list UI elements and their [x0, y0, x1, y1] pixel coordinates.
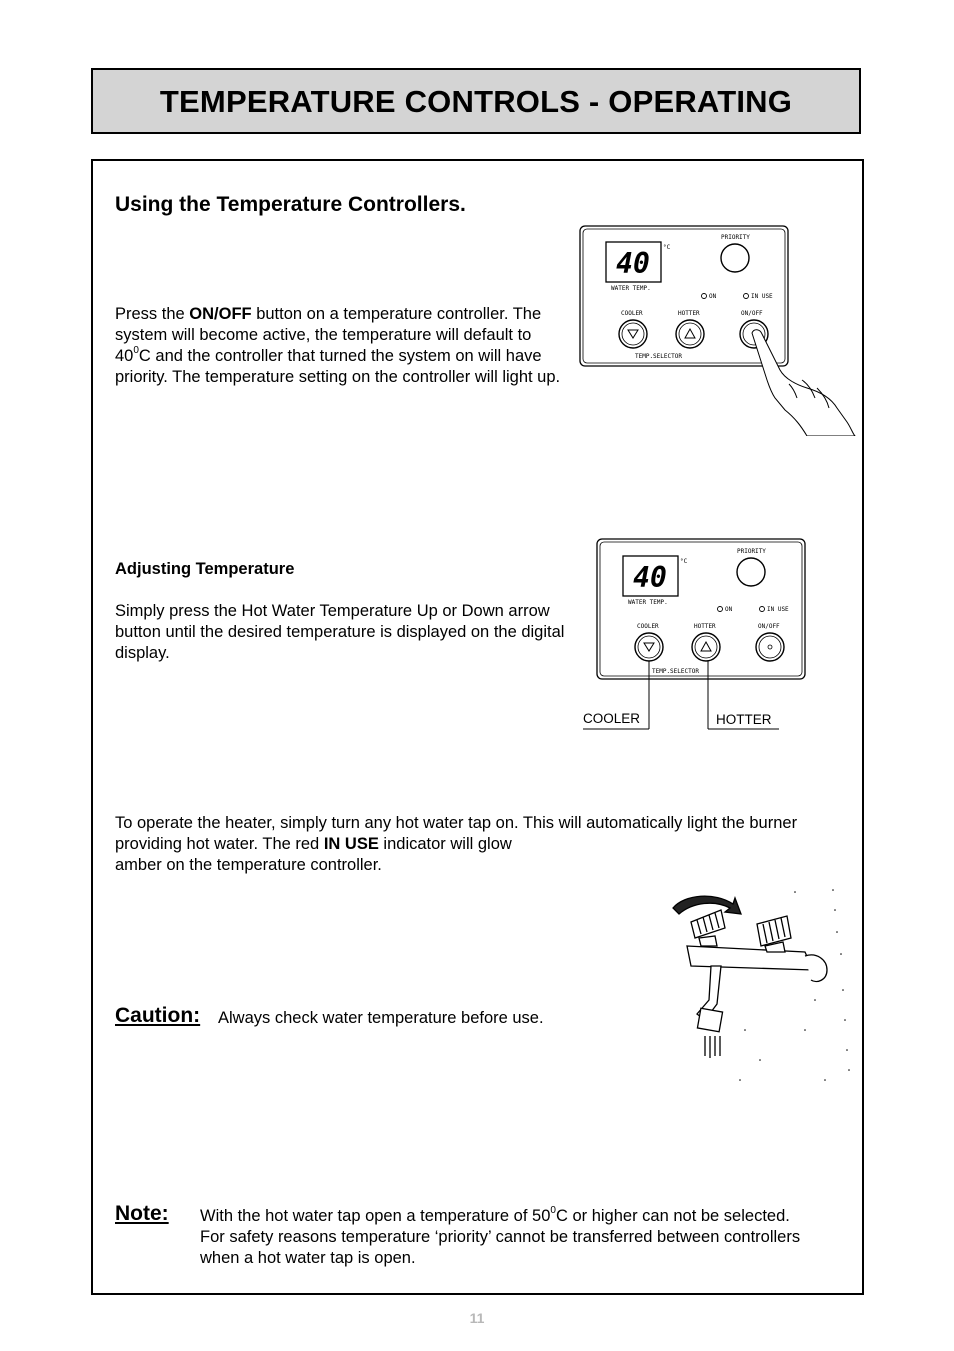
cooler-label: COOLER	[637, 623, 659, 630]
section-paragraph-operate	[115, 813, 835, 876]
text-run: C and the controller that turned the system on will have priority. The temperature setting on the controller will light up.	[115, 347, 561, 386]
hotter-label: HOTTER	[694, 623, 716, 630]
superscript: 0	[133, 344, 139, 356]
text-run: With the hot water tap open a temperature of 50	[200, 1207, 551, 1225]
controller-illustration-onoff	[575, 222, 860, 436]
unit-label: °C	[663, 244, 671, 251]
unit-label: °C	[680, 558, 688, 565]
section-paragraph-adjusting: Simply press the Hot Water Temperature Up or Down arrow button until the desired temperature is displayed on the digital display.	[115, 602, 565, 662]
text-run: button on a temperature controller. The system will become active, the temperature will default to 40	[115, 305, 542, 365]
page-title: TEMPERATURE CONTROLS - OPERATING	[159, 84, 793, 119]
water-temp-label: WATER TEMP.	[611, 285, 651, 292]
temp-selector-label: TEMP.SELECTOR	[652, 668, 699, 675]
on-label: ON	[725, 606, 733, 613]
wall-dots	[739, 889, 850, 1081]
controller-illustration-adjust	[575, 536, 810, 736]
title-banner	[91, 68, 861, 134]
caution-label: Caution:	[115, 1004, 201, 1027]
text-run: Press the	[115, 305, 190, 323]
text-run: amber on the temperature controller.	[115, 856, 382, 874]
in-use-label: IN USE	[751, 293, 773, 300]
water-tap-icon	[673, 896, 827, 1058]
hotter-callout-label: HOTTER	[716, 712, 772, 727]
section-heading-using: Using the Temperature Controllers.	[115, 193, 466, 216]
note-label: Note:	[115, 1202, 169, 1225]
onoff-label: ON/OFF	[758, 623, 780, 630]
section-paragraph-onoff	[115, 304, 563, 388]
hotter-button[interactable]	[676, 320, 704, 348]
caution-text: Always check water temperature before use.	[218, 1009, 544, 1027]
note-text	[200, 1206, 810, 1269]
water-temp-label: WATER TEMP.	[628, 599, 668, 606]
hotter-label: HOTTER	[678, 310, 700, 317]
priority-label: PRIORITY	[737, 548, 766, 555]
display-value: 40	[633, 561, 667, 594]
display-value: 40	[616, 247, 650, 280]
text-run: To operate the heater, simply turn any hot water tap on. This will automatically light the burner providing hot water. The red	[115, 814, 798, 853]
text-run: indicator will glow	[378, 835, 512, 853]
tap-illustration	[665, 880, 855, 1090]
cooler-button[interactable]	[619, 320, 647, 348]
page-number: 11	[469, 1310, 485, 1326]
section-heading-adjusting: Adjusting Temperature	[115, 560, 295, 578]
on-label: ON	[709, 293, 717, 300]
priority-button[interactable]	[721, 244, 749, 272]
cooler-callout-label: COOLER	[583, 711, 641, 726]
in-use-label: IN USE	[767, 606, 789, 613]
hotter-button[interactable]	[692, 633, 720, 661]
cooler-label: COOLER	[621, 310, 643, 317]
temp-selector-label: TEMP.SELECTOR	[635, 353, 682, 360]
onoff-button[interactable]	[756, 633, 784, 661]
text-run: C or higher can not be selected. For safety reasons temperature ‘priority’ cannot be transferred between controllers when a hot water tap is open.	[200, 1207, 801, 1267]
superscript: 0	[550, 1204, 556, 1216]
pointing-hand-icon	[752, 330, 855, 436]
onoff-label: ON/OFF	[741, 310, 763, 317]
text-bold: ON/OFF	[189, 305, 252, 323]
text-bold: IN USE	[323, 835, 379, 853]
priority-button[interactable]	[737, 558, 765, 586]
cooler-button[interactable]	[635, 633, 663, 661]
priority-label: PRIORITY	[721, 234, 750, 241]
